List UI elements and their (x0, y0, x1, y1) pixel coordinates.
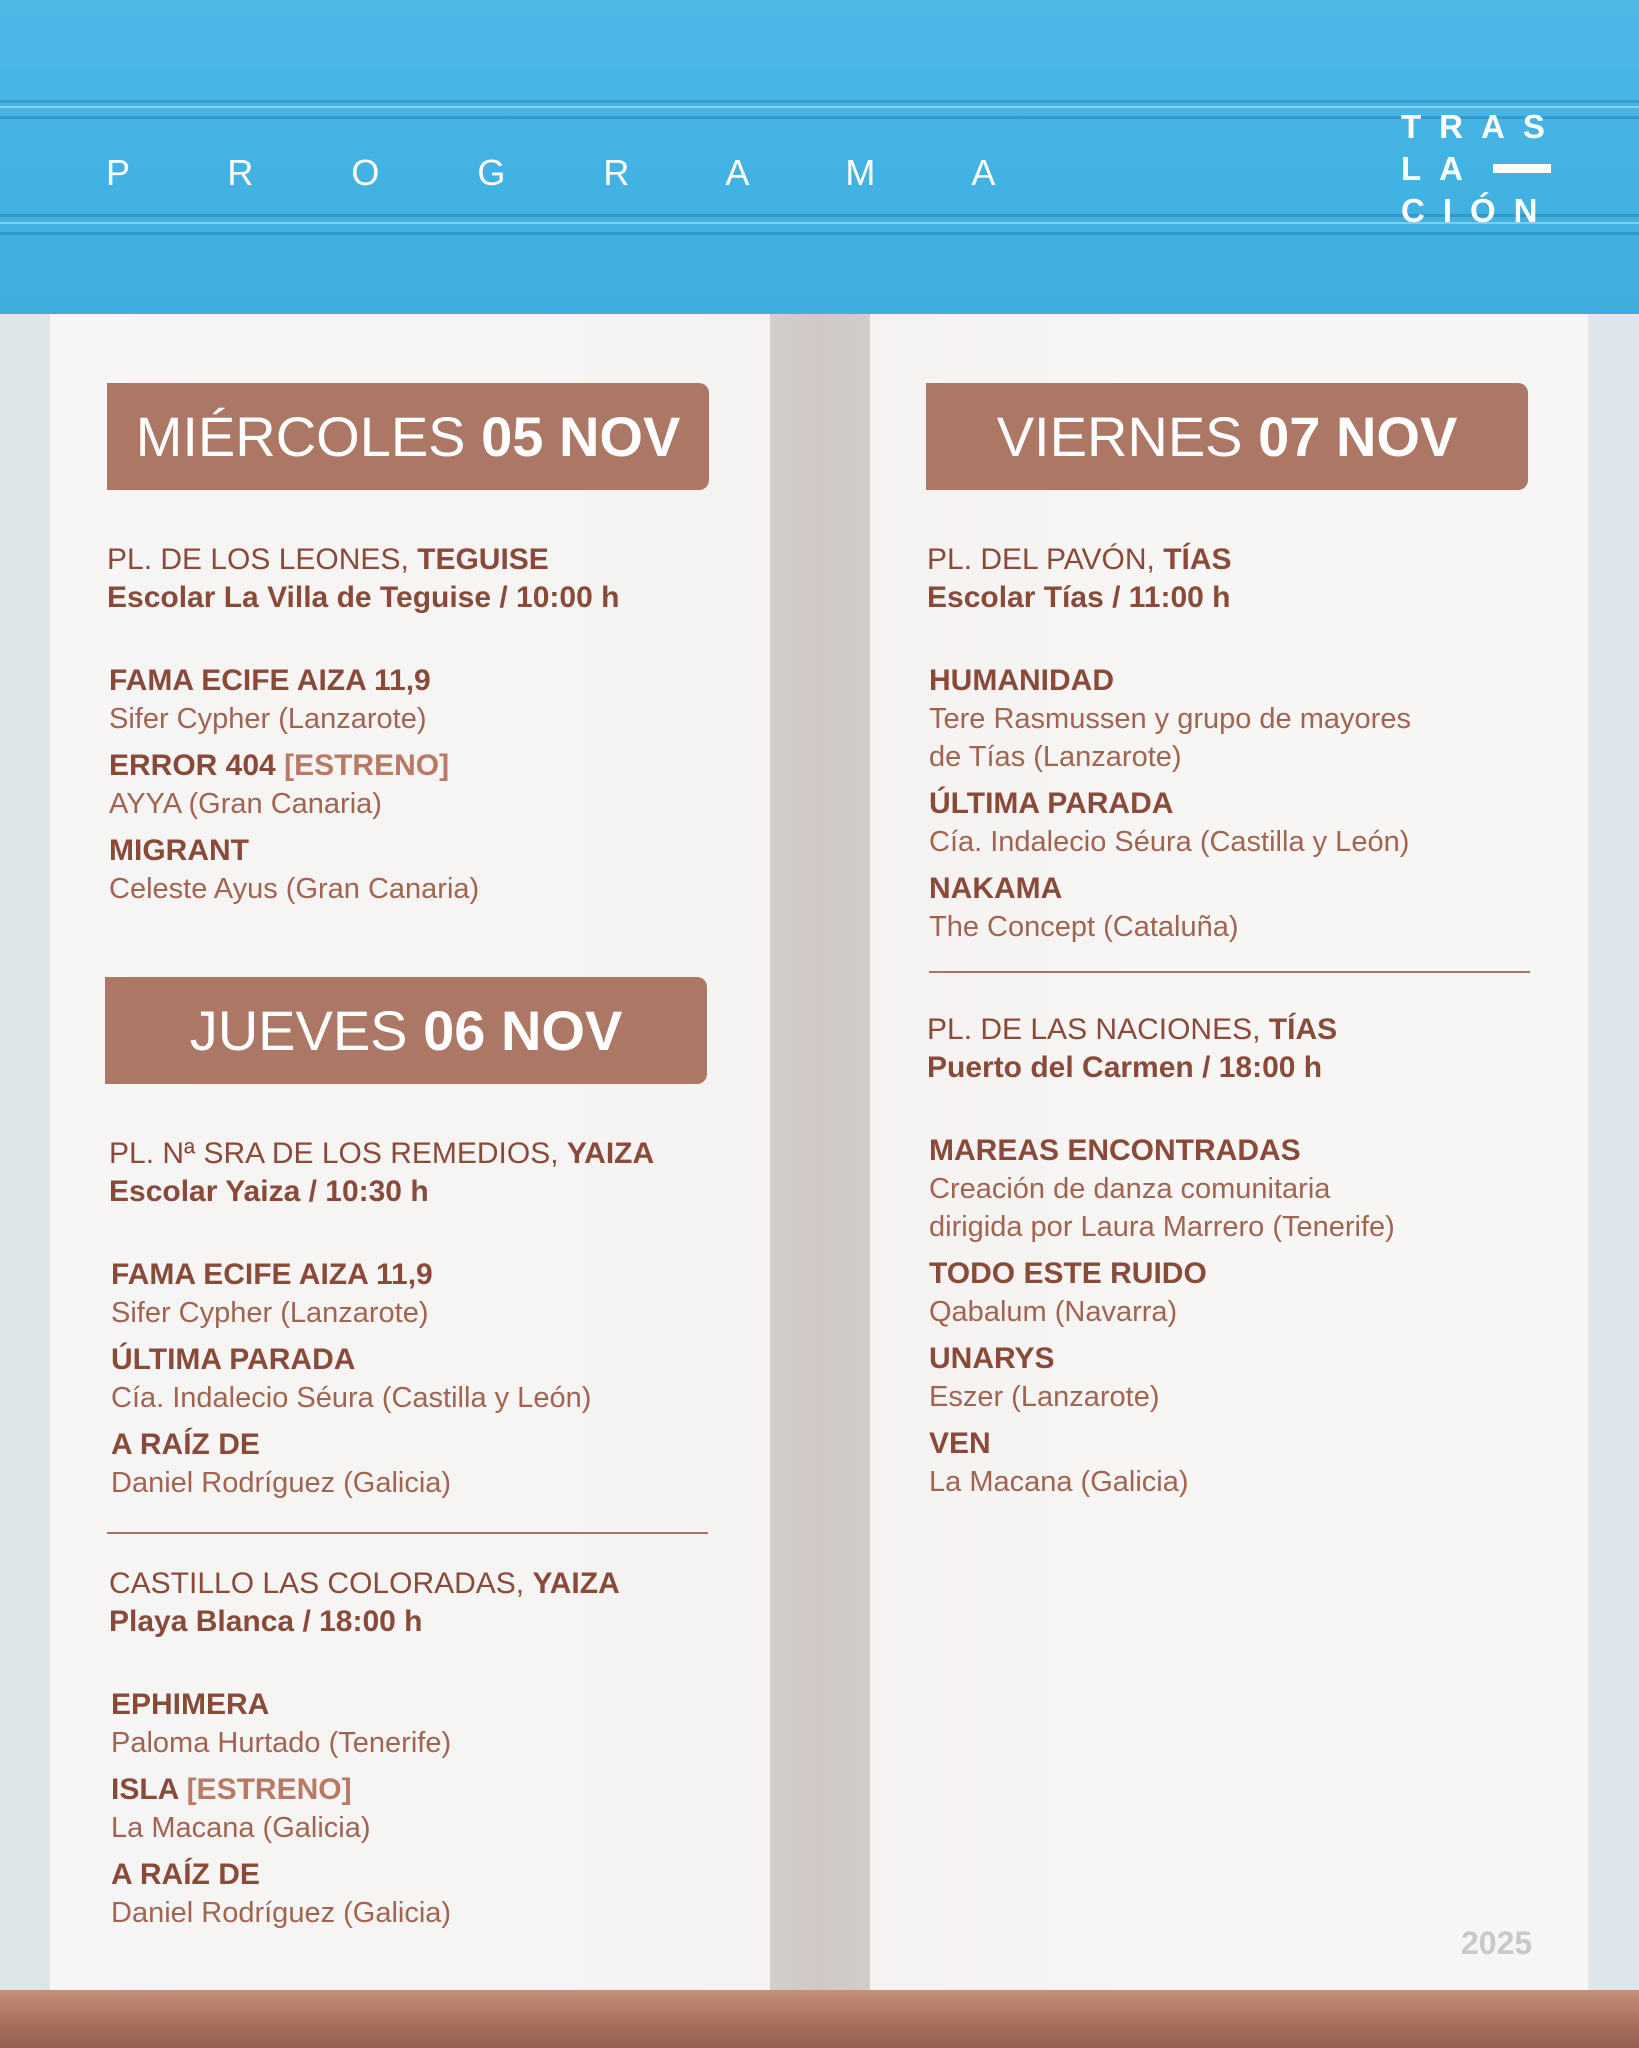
show-item: ERROR 404 [ESTRENO] AYYA (Gran Canaria) (109, 749, 450, 820)
logo-line: TRAS (1401, 108, 1563, 145)
venue: PL. DEL PAVÓN, TÍAS Escolar Tías / 11:00 h (927, 543, 1232, 614)
venue: PL. Nª SRA DE LOS REMEDIOS, YAIZA Escolar Yaiza / 10:30 h (109, 1137, 655, 1208)
festival-logo (1401, 106, 1563, 232)
day-heading: VIERNES 07 NOV (926, 383, 1528, 490)
divider (0, 214, 1639, 217)
logo-line: LA (1401, 148, 1551, 190)
show-item: A RAÍZ DE Daniel Rodríguez (Galicia) (111, 1858, 452, 1929)
venue: PL. DE LAS NACIONES, TÍAS Puerto del Carmen / 18:00 h (927, 1013, 1338, 1084)
show-item: ÚLTIMA PARADA Cía. Indalecio Séura (Castilla y León) (111, 1343, 592, 1414)
divider (107, 1532, 708, 1534)
show-item: TODO ESTE RUIDO Qabalum (Navarra) (929, 1257, 1207, 1328)
divider (0, 100, 1639, 103)
show-item: FAMA ECIFE AIZA 11,9 Sifer Cypher (Lanzarote) (111, 1258, 433, 1329)
logo-bar (1493, 164, 1551, 173)
show-item: ISLA [ESTRENO] La Macana (Galicia) (111, 1773, 371, 1844)
venue: PL. DE LOS LEONES, TEGUISE Escolar La Villa de Teguise / 10:00 h (107, 543, 620, 614)
show-item: ÚLTIMA PARADA Cía. Indalecio Séura (Castilla y León) (929, 787, 1410, 858)
divider (929, 971, 1530, 973)
show-item: NAKAMA The Concept (Cataluña) (929, 872, 1239, 943)
day-heading: JUEVES 06 NOV (105, 977, 707, 1084)
show-item: UNARYS Eszer (Lanzarote) (929, 1342, 1160, 1413)
divider (0, 232, 1639, 235)
page-title: P R O G R A M A (106, 152, 1040, 193)
header-banner (0, 0, 1639, 314)
divider (0, 222, 1639, 224)
show-item: FAMA ECIFE AIZA 11,9 Sifer Cypher (Lanzarote) (109, 664, 431, 735)
year-label: 2025 (1461, 1925, 1533, 1961)
show-item: MAREAS ENCONTRADAS Creación de danza comunitaria dirigida por Laura Marrero (Tenerife) (929, 1134, 1395, 1243)
show-item: A RAÍZ DE Daniel Rodríguez (Galicia) (111, 1428, 452, 1499)
divider (0, 116, 1639, 119)
show-item: MIGRANT Celeste Ayus (Gran Canaria) (109, 834, 480, 905)
logo-line: CIÓN (1401, 192, 1556, 229)
show-item: EPHIMERA Paloma Hurtado (Tenerife) (111, 1688, 452, 1759)
show-item: HUMANIDAD Tere Rasmussen y grupo de mayores de Tías (Lanzarote) (929, 664, 1411, 773)
venue: CASTILLO LAS COLORADAS, YAIZA Playa Blanca / 18:00 h (109, 1567, 620, 1638)
day-heading: MIÉRCOLES 05 NOV (107, 383, 709, 490)
show-item: VEN La Macana (Galicia) (929, 1427, 1189, 1498)
divider (0, 106, 1639, 108)
bottom-band (0, 1990, 1639, 2048)
